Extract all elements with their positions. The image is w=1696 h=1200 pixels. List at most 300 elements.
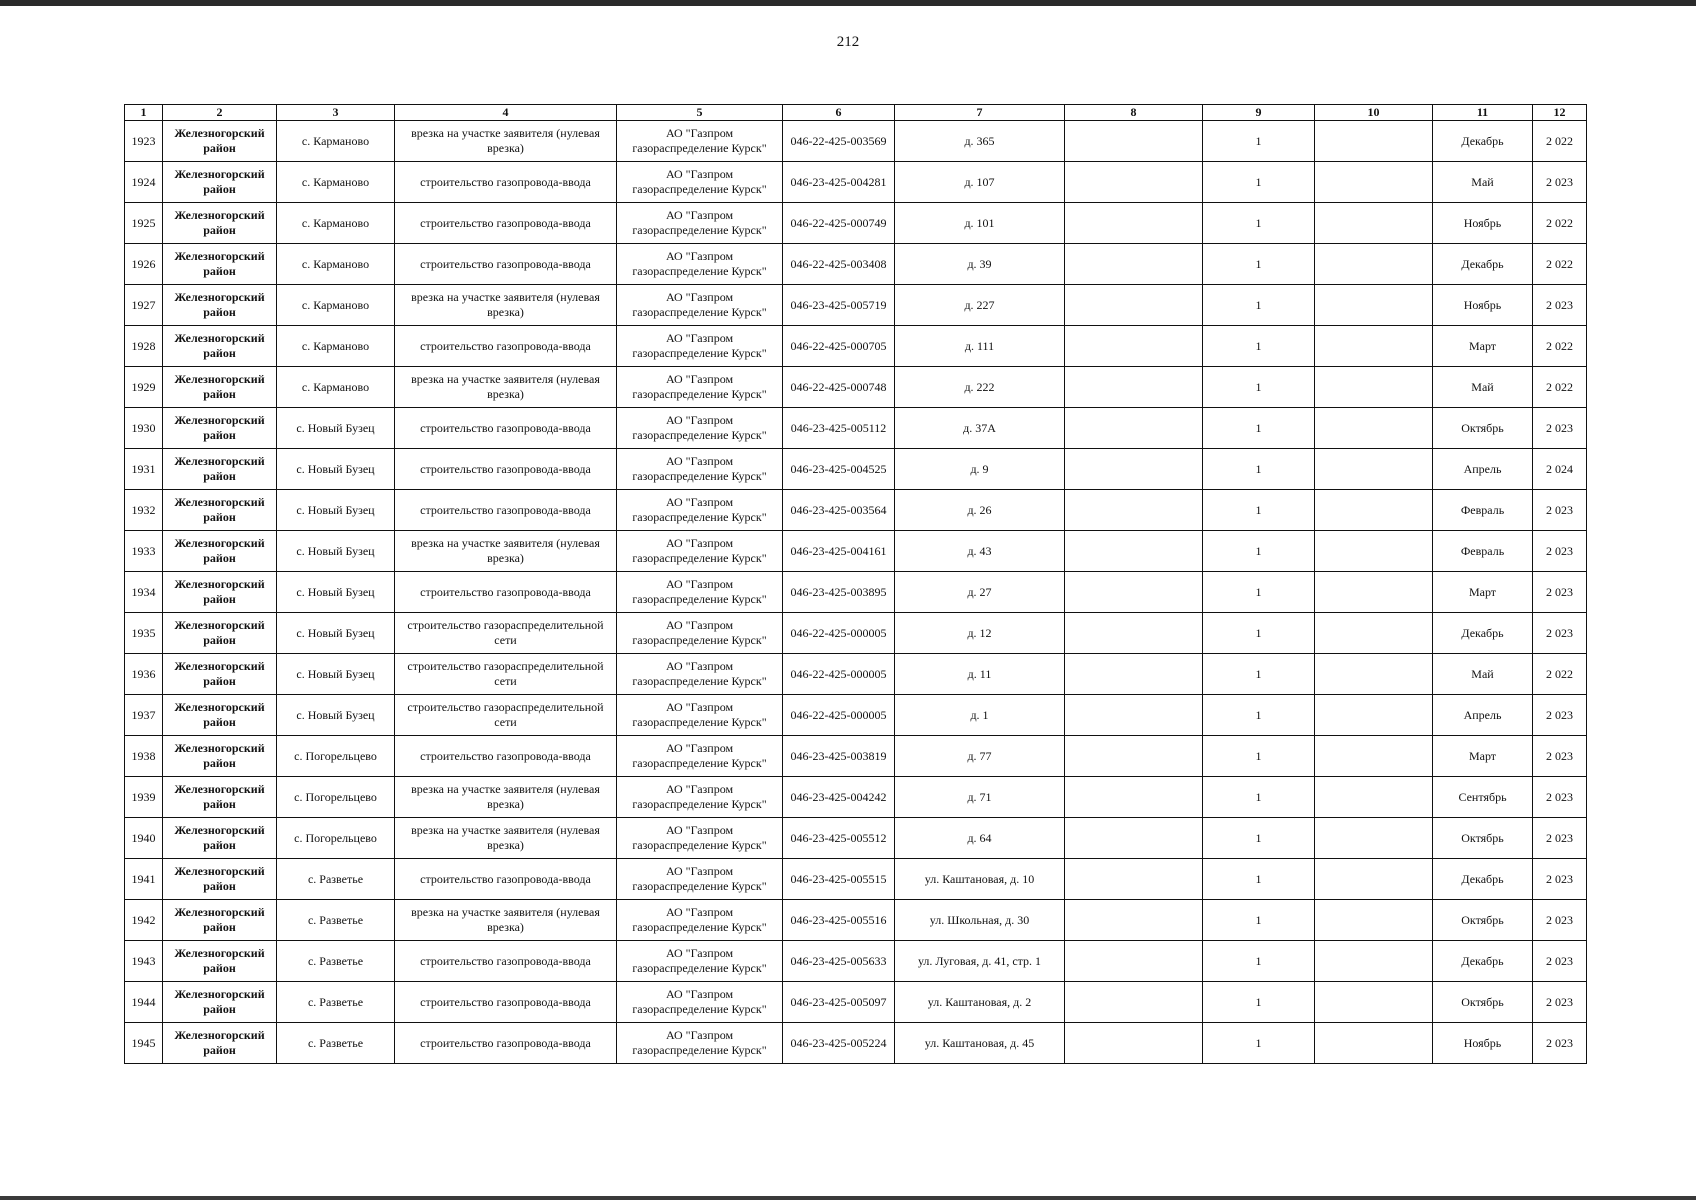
district-cell: Железногорский район xyxy=(163,449,277,490)
column-8-cell xyxy=(1065,941,1203,982)
column-10-cell xyxy=(1315,654,1433,695)
column-header: 1 xyxy=(125,105,163,121)
month-cell: Март xyxy=(1433,572,1533,613)
row-number: 1928 xyxy=(125,326,163,367)
district-cell: Железногорский район xyxy=(163,203,277,244)
application-code-cell: 046-22-425-000005 xyxy=(783,654,895,695)
district-cell: Железногорский район xyxy=(163,859,277,900)
district-cell: Железногорский район xyxy=(163,367,277,408)
column-10-cell xyxy=(1315,285,1433,326)
settlement-cell: с. Разветье xyxy=(277,982,395,1023)
application-code-cell: 046-23-425-004161 xyxy=(783,531,895,572)
application-code-cell: 046-23-425-005516 xyxy=(783,900,895,941)
district-cell: Железногорский район xyxy=(163,818,277,859)
address-cell: д. 222 xyxy=(895,367,1065,408)
row-number: 1924 xyxy=(125,162,163,203)
application-code-cell: 046-23-425-005515 xyxy=(783,859,895,900)
year-cell: 2 022 xyxy=(1533,367,1587,408)
application-code-cell: 046-22-425-000005 xyxy=(783,695,895,736)
settlement-cell: с. Разветье xyxy=(277,859,395,900)
organization-cell: АО "Газпром газораспределение Курск" xyxy=(617,326,783,367)
district-cell: Железногорский район xyxy=(163,900,277,941)
quantity-cell: 1 xyxy=(1203,695,1315,736)
address-cell: д. 37А xyxy=(895,408,1065,449)
year-cell: 2 022 xyxy=(1533,121,1587,162)
organization-cell: АО "Газпром газораспределение Курск" xyxy=(617,941,783,982)
work-type-cell: врезка на участке заявителя (нулевая врезка) xyxy=(395,777,617,818)
application-code-cell: 046-23-425-005719 xyxy=(783,285,895,326)
quantity-cell: 1 xyxy=(1203,449,1315,490)
district-cell: Железногорский район xyxy=(163,736,277,777)
settlement-cell: с. Карманово xyxy=(277,162,395,203)
address-cell: ул. Школьная, д. 30 xyxy=(895,900,1065,941)
work-type-cell: строительство газопровода-ввода xyxy=(395,449,617,490)
organization-cell: АО "Газпром газораспределение Курск" xyxy=(617,244,783,285)
year-cell: 2 023 xyxy=(1533,695,1587,736)
work-type-cell: строительство газопровода-ввода xyxy=(395,941,617,982)
column-header: 11 xyxy=(1433,105,1533,121)
address-cell: д. 1 xyxy=(895,695,1065,736)
column-10-cell xyxy=(1315,244,1433,285)
table-row xyxy=(125,162,1587,203)
district-cell: Железногорский район xyxy=(163,572,277,613)
organization-cell: АО "Газпром газораспределение Курск" xyxy=(617,777,783,818)
organization-cell: АО "Газпром газораспределение Курск" xyxy=(617,572,783,613)
application-code-cell: 046-23-425-005224 xyxy=(783,1023,895,1064)
column-10-cell xyxy=(1315,531,1433,572)
settlement-cell: с. Карманово xyxy=(277,244,395,285)
year-cell: 2 023 xyxy=(1533,408,1587,449)
table-row xyxy=(125,900,1587,941)
column-header: 5 xyxy=(617,105,783,121)
column-10-cell xyxy=(1315,613,1433,654)
application-code-cell: 046-23-425-003564 xyxy=(783,490,895,531)
month-cell: Ноябрь xyxy=(1433,203,1533,244)
work-type-cell: врезка на участке заявителя (нулевая врезка) xyxy=(395,900,617,941)
district-cell: Железногорский район xyxy=(163,941,277,982)
month-cell: Май xyxy=(1433,367,1533,408)
address-cell: д. 71 xyxy=(895,777,1065,818)
district-cell: Железногорский район xyxy=(163,654,277,695)
quantity-cell: 1 xyxy=(1203,408,1315,449)
application-code-cell: 046-23-425-005633 xyxy=(783,941,895,982)
table-row xyxy=(125,654,1587,695)
quantity-cell: 1 xyxy=(1203,572,1315,613)
column-8-cell xyxy=(1065,367,1203,408)
month-cell: Октябрь xyxy=(1433,818,1533,859)
column-10-cell xyxy=(1315,818,1433,859)
year-cell: 2 022 xyxy=(1533,654,1587,695)
column-8-cell xyxy=(1065,531,1203,572)
row-number: 1943 xyxy=(125,941,163,982)
column-10-cell xyxy=(1315,1023,1433,1064)
settlement-cell: с. Карманово xyxy=(277,121,395,162)
quantity-cell: 1 xyxy=(1203,367,1315,408)
year-cell: 2 022 xyxy=(1533,203,1587,244)
district-cell: Железногорский район xyxy=(163,490,277,531)
column-10-cell xyxy=(1315,490,1433,531)
work-type-cell: строительство газопровода-ввода xyxy=(395,490,617,531)
organization-cell: АО "Газпром газораспределение Курск" xyxy=(617,449,783,490)
row-number: 1929 xyxy=(125,367,163,408)
table-row xyxy=(125,326,1587,367)
district-cell: Железногорский район xyxy=(163,162,277,203)
row-number: 1933 xyxy=(125,531,163,572)
settlement-cell: с. Разветье xyxy=(277,900,395,941)
column-8-cell xyxy=(1065,736,1203,777)
district-cell: Железногорский район xyxy=(163,982,277,1023)
table-row xyxy=(125,613,1587,654)
application-code-cell: 046-23-425-005097 xyxy=(783,982,895,1023)
address-cell: д. 365 xyxy=(895,121,1065,162)
month-cell: Декабрь xyxy=(1433,613,1533,654)
quantity-cell: 1 xyxy=(1203,1023,1315,1064)
work-type-cell: строительство газопровода-ввода xyxy=(395,1023,617,1064)
address-cell: ул. Каштановая, д. 2 xyxy=(895,982,1065,1023)
month-cell: Апрель xyxy=(1433,695,1533,736)
settlement-cell: с. Погорельцево xyxy=(277,818,395,859)
address-cell: ул. Каштановая, д. 45 xyxy=(895,1023,1065,1064)
year-cell: 2 023 xyxy=(1533,982,1587,1023)
quantity-cell: 1 xyxy=(1203,859,1315,900)
address-cell: д. 111 xyxy=(895,326,1065,367)
work-type-cell: строительство газораспределительной сети xyxy=(395,654,617,695)
organization-cell: АО "Газпром газораспределение Курск" xyxy=(617,203,783,244)
table-row xyxy=(125,531,1587,572)
organization-cell: АО "Газпром газораспределение Курск" xyxy=(617,490,783,531)
quantity-cell: 1 xyxy=(1203,121,1315,162)
district-cell: Железногорский район xyxy=(163,326,277,367)
row-number: 1939 xyxy=(125,777,163,818)
column-header: 12 xyxy=(1533,105,1587,121)
row-number: 1925 xyxy=(125,203,163,244)
table-row xyxy=(125,367,1587,408)
table-row xyxy=(125,572,1587,613)
column-8-cell xyxy=(1065,695,1203,736)
work-type-cell: врезка на участке заявителя (нулевая врезка) xyxy=(395,121,617,162)
column-10-cell xyxy=(1315,162,1433,203)
column-8-cell xyxy=(1065,244,1203,285)
row-number: 1937 xyxy=(125,695,163,736)
month-cell: Октябрь xyxy=(1433,408,1533,449)
settlement-cell: с. Погорельцево xyxy=(277,777,395,818)
column-8-cell xyxy=(1065,162,1203,203)
row-number: 1940 xyxy=(125,818,163,859)
organization-cell: АО "Газпром газораспределение Курск" xyxy=(617,982,783,1023)
column-8-cell xyxy=(1065,408,1203,449)
row-number: 1923 xyxy=(125,121,163,162)
month-cell: Апрель xyxy=(1433,449,1533,490)
work-type-cell: строительство газопровода-ввода xyxy=(395,859,617,900)
organization-cell: АО "Газпром газораспределение Курск" xyxy=(617,162,783,203)
year-cell: 2 023 xyxy=(1533,736,1587,777)
register-table xyxy=(124,104,1587,1064)
month-cell: Декабрь xyxy=(1433,859,1533,900)
district-cell: Железногорский район xyxy=(163,695,277,736)
organization-cell: АО "Газпром газораспределение Курск" xyxy=(617,818,783,859)
column-10-cell xyxy=(1315,900,1433,941)
table-row xyxy=(125,859,1587,900)
month-cell: Ноябрь xyxy=(1433,1023,1533,1064)
address-cell: д. 101 xyxy=(895,203,1065,244)
application-code-cell: 046-22-425-000749 xyxy=(783,203,895,244)
quantity-cell: 1 xyxy=(1203,285,1315,326)
table-row xyxy=(125,818,1587,859)
quantity-cell: 1 xyxy=(1203,818,1315,859)
settlement-cell: с. Новый Бузец xyxy=(277,572,395,613)
district-cell: Железногорский район xyxy=(163,285,277,326)
quantity-cell: 1 xyxy=(1203,736,1315,777)
district-cell: Железногорский район xyxy=(163,613,277,654)
district-cell: Железногорский район xyxy=(163,244,277,285)
quantity-cell: 1 xyxy=(1203,203,1315,244)
column-8-cell xyxy=(1065,818,1203,859)
quantity-cell: 1 xyxy=(1203,490,1315,531)
column-8-cell xyxy=(1065,490,1203,531)
settlement-cell: с. Карманово xyxy=(277,367,395,408)
settlement-cell: с. Новый Бузец xyxy=(277,531,395,572)
address-cell: д. 27 xyxy=(895,572,1065,613)
year-cell: 2 023 xyxy=(1533,490,1587,531)
application-code-cell: 046-22-425-003569 xyxy=(783,121,895,162)
table-row xyxy=(125,121,1587,162)
work-type-cell: строительство газопровода-ввода xyxy=(395,572,617,613)
row-number: 1932 xyxy=(125,490,163,531)
table-row xyxy=(125,244,1587,285)
page-number: 212 xyxy=(836,34,860,50)
column-8-cell xyxy=(1065,285,1203,326)
address-cell: д. 77 xyxy=(895,736,1065,777)
column-header: 3 xyxy=(277,105,395,121)
address-cell: д. 64 xyxy=(895,818,1065,859)
month-cell: Март xyxy=(1433,326,1533,367)
organization-cell: АО "Газпром газораспределение Курск" xyxy=(617,367,783,408)
organization-cell: АО "Газпром газораспределение Курск" xyxy=(617,695,783,736)
year-cell: 2 023 xyxy=(1533,1023,1587,1064)
month-cell: Декабрь xyxy=(1433,244,1533,285)
work-type-cell: врезка на участке заявителя (нулевая врезка) xyxy=(395,285,617,326)
organization-cell: АО "Газпром газораспределение Курск" xyxy=(617,736,783,777)
column-8-cell xyxy=(1065,326,1203,367)
organization-cell: АО "Газпром газораспределение Курск" xyxy=(617,408,783,449)
row-number: 1936 xyxy=(125,654,163,695)
column-10-cell xyxy=(1315,859,1433,900)
table-row xyxy=(125,982,1587,1023)
row-number: 1926 xyxy=(125,244,163,285)
application-code-cell: 046-23-425-005512 xyxy=(783,818,895,859)
table-row xyxy=(125,203,1587,244)
table-row xyxy=(125,695,1587,736)
row-number: 1930 xyxy=(125,408,163,449)
settlement-cell: с. Новый Бузец xyxy=(277,449,395,490)
settlement-cell: с. Разветье xyxy=(277,941,395,982)
organization-cell: АО "Газпром газораспределение Курск" xyxy=(617,613,783,654)
column-8-cell xyxy=(1065,859,1203,900)
address-cell: д. 43 xyxy=(895,531,1065,572)
application-code-cell: 046-22-425-000005 xyxy=(783,613,895,654)
work-type-cell: врезка на участке заявителя (нулевая врезка) xyxy=(395,531,617,572)
work-type-cell: строительство газопровода-ввода xyxy=(395,203,617,244)
district-cell: Железногорский район xyxy=(163,531,277,572)
address-cell: д. 39 xyxy=(895,244,1065,285)
row-number: 1938 xyxy=(125,736,163,777)
month-cell: Февраль xyxy=(1433,531,1533,572)
work-type-cell: строительство газопровода-ввода xyxy=(395,162,617,203)
work-type-cell: врезка на участке заявителя (нулевая врезка) xyxy=(395,818,617,859)
table-row xyxy=(125,408,1587,449)
year-cell: 2 024 xyxy=(1533,449,1587,490)
district-cell: Железногорский район xyxy=(163,408,277,449)
quantity-cell: 1 xyxy=(1203,531,1315,572)
column-8-cell xyxy=(1065,982,1203,1023)
year-cell: 2 023 xyxy=(1533,818,1587,859)
year-cell: 2 023 xyxy=(1533,162,1587,203)
quantity-cell: 1 xyxy=(1203,941,1315,982)
organization-cell: АО "Газпром газораспределение Курск" xyxy=(617,531,783,572)
quantity-cell: 1 xyxy=(1203,982,1315,1023)
year-cell: 2 023 xyxy=(1533,777,1587,818)
month-cell: Сентябрь xyxy=(1433,777,1533,818)
year-cell: 2 023 xyxy=(1533,531,1587,572)
application-code-cell: 046-22-425-003408 xyxy=(783,244,895,285)
application-code-cell: 046-23-425-004242 xyxy=(783,777,895,818)
year-cell: 2 023 xyxy=(1533,900,1587,941)
column-10-cell xyxy=(1315,203,1433,244)
column-10-cell xyxy=(1315,736,1433,777)
year-cell: 2 023 xyxy=(1533,572,1587,613)
address-cell: д. 26 xyxy=(895,490,1065,531)
address-cell: д. 227 xyxy=(895,285,1065,326)
column-10-cell xyxy=(1315,367,1433,408)
column-header: 8 xyxy=(1065,105,1203,121)
work-type-cell: строительство газопровода-ввода xyxy=(395,736,617,777)
row-number: 1931 xyxy=(125,449,163,490)
district-cell: Железногорский район xyxy=(163,121,277,162)
month-cell: Май xyxy=(1433,654,1533,695)
month-cell: Октябрь xyxy=(1433,900,1533,941)
bottom-edge-bar xyxy=(0,1196,1696,1200)
work-type-cell: строительство газораспределительной сети xyxy=(395,613,617,654)
top-edge-bar xyxy=(0,0,1696,6)
month-cell: Декабрь xyxy=(1433,941,1533,982)
row-number: 1934 xyxy=(125,572,163,613)
row-number: 1927 xyxy=(125,285,163,326)
address-cell: д. 12 xyxy=(895,613,1065,654)
year-cell: 2 022 xyxy=(1533,326,1587,367)
address-cell: ул. Луговая, д. 41, стр. 1 xyxy=(895,941,1065,982)
settlement-cell: с. Погорельцево xyxy=(277,736,395,777)
work-type-cell: строительство газопровода-ввода xyxy=(395,244,617,285)
organization-cell: АО "Газпром газораспределение Курск" xyxy=(617,285,783,326)
quantity-cell: 1 xyxy=(1203,613,1315,654)
month-cell: Ноябрь xyxy=(1433,285,1533,326)
table-body xyxy=(125,121,1587,1064)
application-code-cell: 046-22-425-000705 xyxy=(783,326,895,367)
table-row xyxy=(125,449,1587,490)
address-cell: д. 107 xyxy=(895,162,1065,203)
settlement-cell: с. Новый Бузец xyxy=(277,695,395,736)
table-row xyxy=(125,941,1587,982)
organization-cell: АО "Газпром газораспределение Курск" xyxy=(617,859,783,900)
column-8-cell xyxy=(1065,613,1203,654)
column-8-cell xyxy=(1065,777,1203,818)
work-type-cell: строительство газопровода-ввода xyxy=(395,408,617,449)
month-cell: Декабрь xyxy=(1433,121,1533,162)
month-cell: Март xyxy=(1433,736,1533,777)
year-cell: 2 022 xyxy=(1533,244,1587,285)
column-8-cell xyxy=(1065,1023,1203,1064)
organization-cell: АО "Газпром газораспределение Курск" xyxy=(617,900,783,941)
table-row xyxy=(125,285,1587,326)
column-10-cell xyxy=(1315,449,1433,490)
settlement-cell: с. Новый Бузец xyxy=(277,408,395,449)
column-8-cell xyxy=(1065,449,1203,490)
month-cell: Май xyxy=(1433,162,1533,203)
column-header: 9 xyxy=(1203,105,1315,121)
organization-cell: АО "Газпром газораспределение Курск" xyxy=(617,121,783,162)
quantity-cell: 1 xyxy=(1203,162,1315,203)
header-row xyxy=(125,105,1587,121)
column-10-cell xyxy=(1315,777,1433,818)
settlement-cell: с. Карманово xyxy=(277,285,395,326)
organization-cell: АО "Газпром газораспределение Курск" xyxy=(617,654,783,695)
column-8-cell xyxy=(1065,654,1203,695)
column-header: 10 xyxy=(1315,105,1433,121)
settlement-cell: с. Карманово xyxy=(277,326,395,367)
column-8-cell xyxy=(1065,121,1203,162)
month-cell: Февраль xyxy=(1433,490,1533,531)
year-cell: 2 023 xyxy=(1533,859,1587,900)
column-header: 7 xyxy=(895,105,1065,121)
table-row xyxy=(125,490,1587,531)
row-number: 1941 xyxy=(125,859,163,900)
application-code-cell: 046-23-425-003895 xyxy=(783,572,895,613)
work-type-cell: строительство газопровода-ввода xyxy=(395,982,617,1023)
column-header: 2 xyxy=(163,105,277,121)
table-row xyxy=(125,736,1587,777)
application-code-cell: 046-22-425-000748 xyxy=(783,367,895,408)
column-10-cell xyxy=(1315,572,1433,613)
column-10-cell xyxy=(1315,326,1433,367)
row-number: 1944 xyxy=(125,982,163,1023)
settlement-cell: с. Новый Бузец xyxy=(277,613,395,654)
organization-cell: АО "Газпром газораспределение Курск" xyxy=(617,1023,783,1064)
year-cell: 2 023 xyxy=(1533,285,1587,326)
application-code-cell: 046-23-425-004525 xyxy=(783,449,895,490)
application-code-cell: 046-23-425-004281 xyxy=(783,162,895,203)
column-header: 6 xyxy=(783,105,895,121)
year-cell: 2 023 xyxy=(1533,941,1587,982)
column-8-cell xyxy=(1065,203,1203,244)
month-cell: Октябрь xyxy=(1433,982,1533,1023)
column-10-cell xyxy=(1315,695,1433,736)
application-code-cell: 046-23-425-003819 xyxy=(783,736,895,777)
settlement-cell: с. Разветье xyxy=(277,1023,395,1064)
settlement-cell: с. Карманово xyxy=(277,203,395,244)
quantity-cell: 1 xyxy=(1203,654,1315,695)
settlement-cell: с. Новый Бузец xyxy=(277,490,395,531)
row-number: 1945 xyxy=(125,1023,163,1064)
table-row xyxy=(125,777,1587,818)
address-cell: д. 11 xyxy=(895,654,1065,695)
row-number: 1942 xyxy=(125,900,163,941)
column-10-cell xyxy=(1315,982,1433,1023)
work-type-cell: врезка на участке заявителя (нулевая врезка) xyxy=(395,367,617,408)
district-cell: Железногорский район xyxy=(163,777,277,818)
work-type-cell: строительство газораспределительной сети xyxy=(395,695,617,736)
column-10-cell xyxy=(1315,941,1433,982)
district-cell: Железногорский район xyxy=(163,1023,277,1064)
